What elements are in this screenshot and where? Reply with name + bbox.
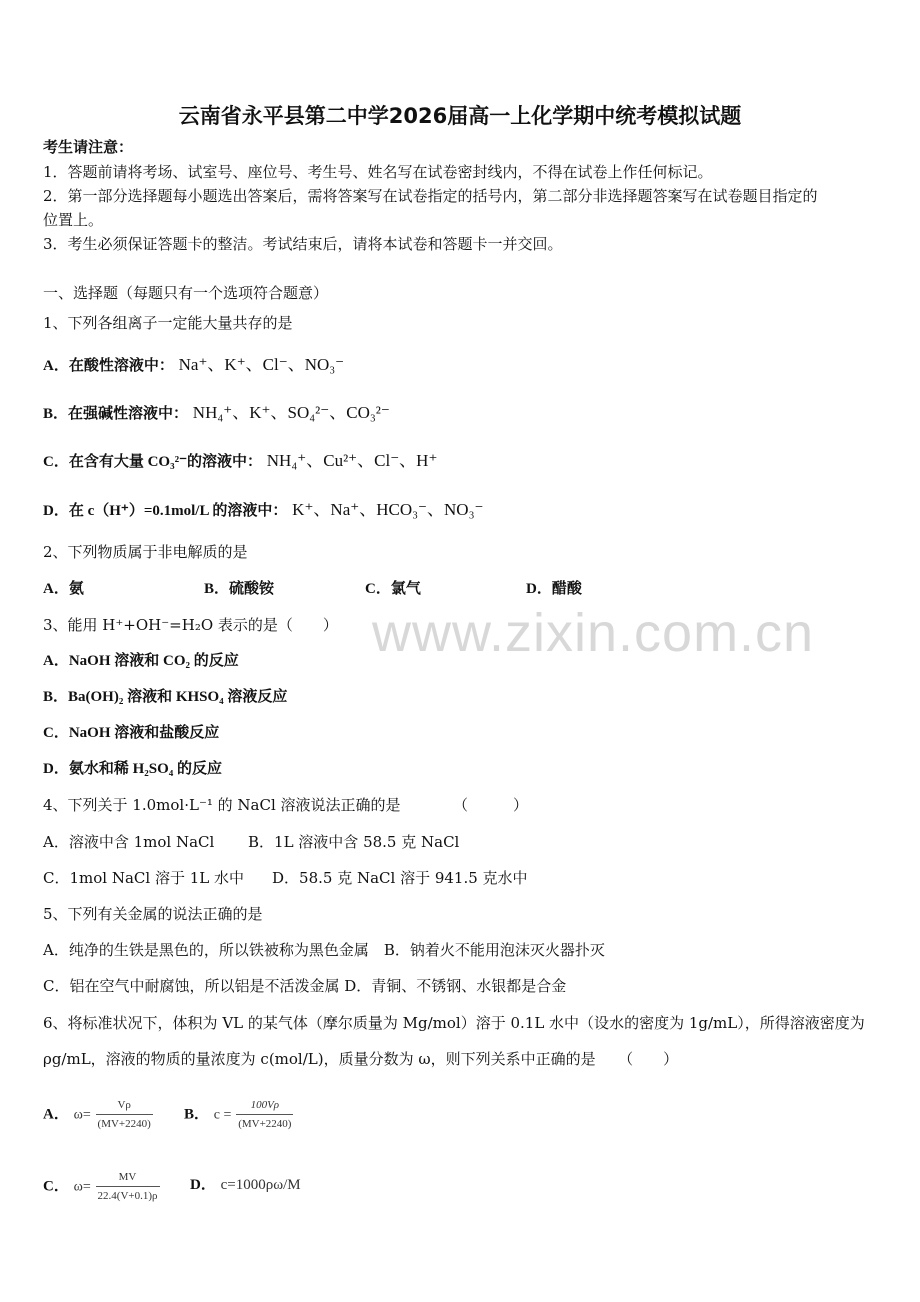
ion-list: K⁺、Na⁺、HCO₃⁻、NO₃⁻: [292, 500, 484, 519]
question-stem: 5、下列有关金属的说法正确的是: [43, 905, 263, 923]
q2-option-c: C．氯气: [365, 581, 421, 597]
q4-option-c: C．1mol NaCl 溶于 1L 水中: [43, 869, 244, 887]
option-label: C．在含有大量 CO₃²⁻的溶液中：: [43, 454, 262, 470]
q2-option-a: A．氨: [43, 581, 84, 597]
fraction: [236, 1096, 293, 1133]
ion-list: NH₄⁺、Cu²⁺、Cl⁻、H⁺: [266, 451, 438, 470]
question-stem: 3、能用 H⁺+OH⁻=H₂O 表示的是（ ）: [43, 616, 338, 634]
q2-option-b: B．硫酸铵: [204, 581, 275, 597]
q6-option-c: [43, 1168, 160, 1205]
notice-item: 2．第一部分选择题每小题选出答案后，需将答案写在试卷指定的括号内，第二部分非选择题答案写在试卷题目指定的: [43, 187, 818, 205]
page-title: 云南省永平县第二中学2026届高一上化学期中统考模拟试题: [178, 104, 742, 128]
q6-option-b: [184, 1096, 293, 1133]
formula: c=1000ρω/M: [220, 1177, 301, 1193]
ion-list: NH₄⁺、K⁺、SO₄²⁻、CO₃²⁻: [192, 403, 390, 422]
q1-option-d: [43, 501, 483, 520]
numerator: 100Vρ: [236, 1096, 293, 1115]
ion-list: Na⁺、K⁺、Cl⁻、NO₃⁻: [178, 355, 345, 374]
question-stem: 2、下列物质属于非电解质的是: [43, 543, 248, 561]
notice-item: 3．考生必须保证答题卡的整洁。考试结束后，请将本试卷和答题卡一并交回。: [43, 235, 563, 253]
q2-option-d: D．醋酸: [526, 581, 582, 597]
option-label: D．: [190, 1177, 216, 1193]
section-heading: 一、选择题（每题只有一个选项符合题意）: [43, 284, 329, 302]
notice-item: 位置上。: [43, 211, 104, 229]
option-label: A．: [43, 1106, 69, 1123]
denominator: (MV+2240): [238, 1118, 292, 1130]
question-stem-cont: ρg/mL，溶液的物质的量浓度为 c(mol/L)，质量分数为 ω，则下列关系中正确的是 （ ）: [43, 1050, 679, 1068]
q5-options-cd: C．铝在空气中耐腐蚀，所以铝是不活泼金属 D．青铜、不锈钢、水银都是合金: [43, 977, 567, 995]
q3-option-c: C．NaOH 溶液和盐酸反应: [43, 725, 220, 741]
fraction: [96, 1168, 160, 1205]
q1-option-c: [43, 452, 437, 471]
option-label: C．: [43, 1178, 69, 1195]
q4-option-a: A．溶液中含 1mol NaCl: [43, 833, 215, 851]
formula-lhs: ω=: [73, 1179, 91, 1195]
question-stem: 1、下列各组离子一定能大量共存的是: [43, 314, 293, 332]
question-stem: 6、将标准状况下，体积为 VL 的某气体（摩尔质量为 Mg/mol）溶于 0.1L 水中（设水的密度为 1g/mL），所得溶液密度为: [43, 1014, 865, 1032]
q3-option-a: A．NaOH 溶液和 CO₂ 的反应: [43, 653, 239, 669]
formula-lhs: c =: [213, 1107, 232, 1123]
fraction: [96, 1096, 153, 1133]
denominator: 22.4(V+0.1)ρ: [97, 1190, 158, 1202]
option-label: D．在 c（H⁺）=0.1mol/L 的溶液中：: [43, 503, 288, 519]
option-label: A．在酸性溶液中：: [43, 358, 174, 374]
q1-option-b: [43, 404, 390, 423]
notice-heading: 考生请注意：: [43, 138, 134, 156]
formula-lhs: ω=: [73, 1107, 91, 1123]
q6-option-d: [190, 1175, 301, 1194]
denominator: (MV+2240): [97, 1118, 151, 1130]
q4-option-d: D．58.5 克 NaCl 溶于 941.5 克水中: [272, 869, 528, 887]
q5-options-ab: A．纯净的生铁是黑色的，所以铁被称为黑色金属 B．钠着火不能用泡沫灭火器扑灭: [43, 941, 605, 959]
q4-option-b: B．1L 溶液中含 58.5 克 NaCl: [248, 833, 460, 851]
q3-option-b: B．Ba(OH)₂ 溶液和 KHSO₄ 溶液反应: [43, 689, 288, 705]
watermark: www.zixin.com.cn: [372, 603, 815, 663]
option-label: B．: [184, 1106, 210, 1123]
question-stem: 4、下列关于 1.0mol·L⁻¹ 的 NaCl 溶液说法正确的是 （ ）: [43, 796, 529, 814]
notice-item: 1．答题前请将考场、试室号、座位号、考生号、姓名写在试卷密封线内，不得在试卷上作任何标记。: [43, 163, 713, 181]
numerator: Vρ: [96, 1096, 153, 1115]
q6-option-a: [43, 1096, 153, 1133]
q1-option-a: [43, 356, 344, 375]
q3-option-d: D．氨水和稀 H₂SO₄ 的反应: [43, 761, 223, 777]
numerator: MV: [96, 1168, 160, 1187]
option-label: B．在强碱性溶液中：: [43, 406, 189, 422]
